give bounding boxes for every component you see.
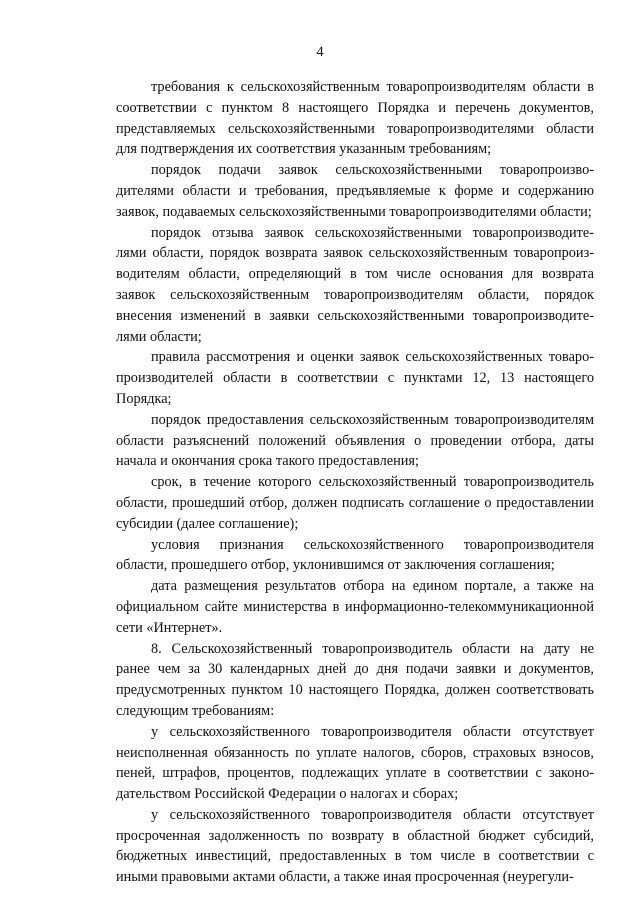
paragraph: [116, 722, 594, 805]
paragraph: [116, 805, 594, 888]
paragraph: [116, 576, 594, 638]
paragraph: [116, 160, 594, 222]
text-line: дата размещения результатов отбора на едином портале, а также на: [151, 578, 594, 595]
text-line: дителями области и требования, предъявляемые к форме и содержанию: [116, 182, 594, 199]
text-line: заявок сельскохозяйственным товаропроизводителям области, порядок: [116, 286, 594, 303]
text-line: следующим требованиям:: [116, 702, 275, 719]
text-line: у сельскохозяйственного товаропроизводителя области отсутствует: [151, 723, 594, 740]
text-line: области, прошедшего отбор, уклонившимся от заключения соглашения;: [116, 557, 555, 574]
text-line: срок, в течение которого сельскохозяйственный товаропроизводитель: [151, 474, 594, 491]
paragraph: [116, 472, 594, 534]
text-line: водителям области, определяющий в том числе основания для возврата: [116, 266, 594, 283]
paragraph: [116, 347, 594, 409]
paragraph: [116, 639, 594, 722]
text-line: дательством Российской Федерации о налогах и сборах;: [116, 786, 459, 803]
text-line: лями области, порядок возврата заявок сельскохозяйственным товаропроиз-: [116, 245, 594, 262]
text-line: условия признания сельскохозяйственного товаропроизводителя: [151, 536, 594, 553]
text-line: требования к сельскохозяйственным товаропроизводителям области в: [151, 79, 594, 95]
text-line: представляемых сельскохозяйственными товаропроизводителями области: [116, 120, 594, 137]
text-line: предусмотренных пунктом 10 настоящего Порядка, должен соответствовать: [116, 682, 594, 699]
paragraph: [116, 410, 594, 472]
text-line: для подтверждения их соответствия указанным требованиям;: [116, 141, 492, 158]
text-line: порядок отзыва заявок сельскохозяйственными товаропроизводите-: [151, 224, 594, 241]
text-line: лями области;: [116, 328, 202, 345]
text-line: области разъяснений положений объявления о проведении отбора, даты: [116, 432, 594, 449]
text-line: ранее чем за 30 календарных дней до дня подачи заявки и документов,: [116, 661, 594, 678]
paragraph: [116, 77, 594, 160]
text-line: сети «Интернет».: [116, 619, 223, 636]
text-line: у сельскохозяйственного товаропроизводителя области отсутствует: [151, 806, 594, 823]
text-line: иными правовыми актами области, а также иная просроченная (неурегули-: [116, 869, 574, 886]
text-line: порядок предоставления сельскохозяйственным товаропроизводителям: [151, 411, 594, 428]
document-body: [116, 77, 594, 888]
text-line: заявок, подаваемых сельскохозяйственными товаропроизводителями области;: [116, 203, 592, 220]
text-line: просроченная задолженность по возврату в областной бюджет субсидий,: [116, 827, 594, 844]
paragraph: [116, 223, 594, 348]
text-line: Порядка;: [116, 390, 172, 407]
text-line: правила рассмотрения и оценки заявок сельскохозяйственных товаро-: [151, 349, 594, 366]
text-line: производителей области в соответствии с пунктами 12, 13 настоящего: [116, 370, 594, 387]
text-line: области, прошедший отбор, должен подписать соглашение о предоставлении: [116, 494, 594, 511]
text-line: официальном сайте министерства в информационно-телекоммуникационной: [116, 598, 594, 615]
text-line: пеней, штрафов, процентов, подлежащих уплате в соответствии с законо-: [116, 765, 594, 782]
text-line: соответствии с пунктом 8 настоящего Порядка и перечень документов,: [116, 99, 594, 116]
text-line: порядок подачи заявок сельскохозяйственными товаропроизво-: [151, 162, 594, 179]
text-line: бюджетных инвестиций, предоставленных в том числе в соответствии с: [116, 848, 594, 865]
text-line: субсидии (далее соглашение);: [116, 515, 299, 532]
paragraph: [116, 535, 594, 577]
text-line: начала и окончания срока такого предоставления;: [116, 453, 419, 470]
page-number: 4: [316, 44, 324, 60]
text-line: 8. Сельскохозяйственный товаропроизводитель области на дату не: [151, 640, 594, 657]
text-line: внесения изменений в заявки сельскохозяйственными товаропроизводите-: [116, 307, 594, 324]
text-line: неисполненная обязанность по уплате налогов, сборов, страховых взносов,: [116, 744, 594, 761]
